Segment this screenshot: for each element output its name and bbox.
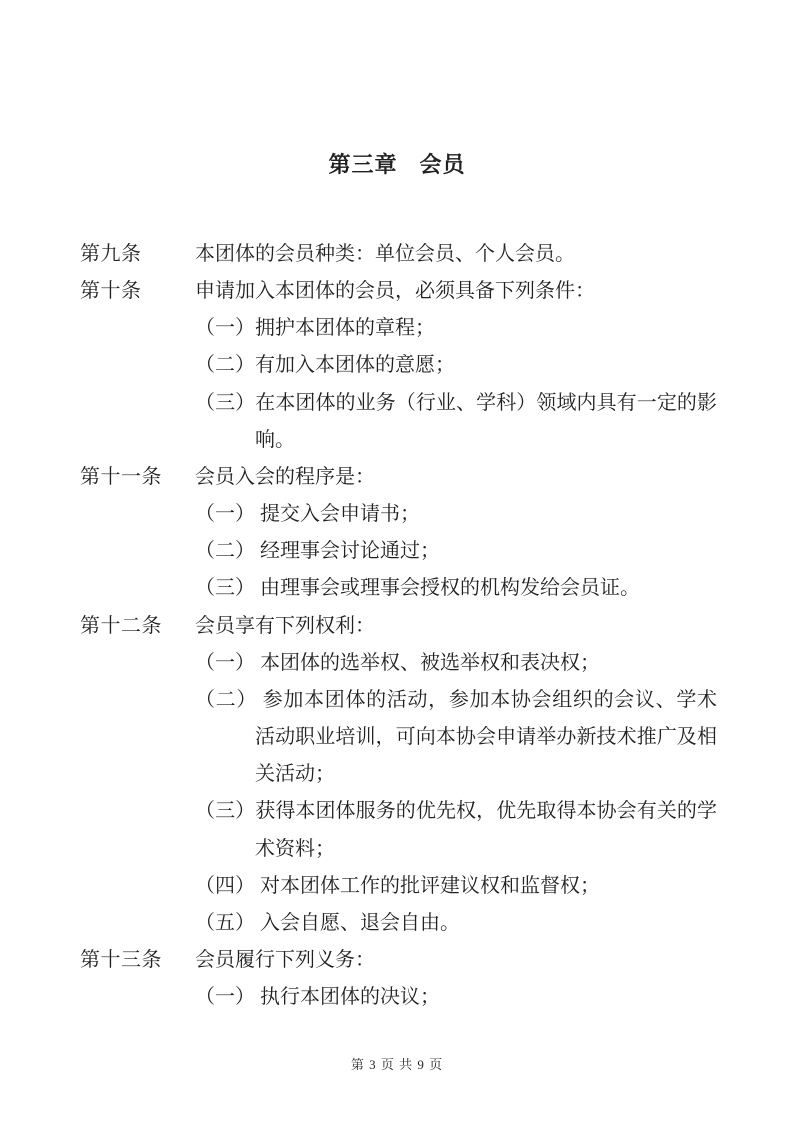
article-row <box>80 459 717 496</box>
article-label: 第十三条 <box>80 948 162 971</box>
article-item: （三） 由理事会或理事会授权的机构发给会员证。 <box>195 577 640 600</box>
article-row <box>80 236 717 273</box>
article-text: 会员入会的程序是： <box>195 465 375 488</box>
article-item: （一） 本团体的选举权、被选举权和表决权； <box>195 651 600 674</box>
article-text: 申请加入本团体的会员，必须具备下列条件： <box>195 280 595 303</box>
article-item: （三）在本团体的业务（行业、学科）领域内具有一定的影响。 <box>195 391 717 451</box>
article-row <box>80 273 717 310</box>
article-item: （一） 执行本团体的决议； <box>195 986 440 1009</box>
article-item: （一） 提交入会申请书； <box>195 503 420 526</box>
chapter-number: 第三章 <box>328 152 398 177</box>
document-body <box>80 236 717 1016</box>
article-item: （一）拥护本团体的章程； <box>195 317 435 340</box>
article-item: （三）获得本团体服务的优先权，优先取得本协会有关的学术资料； <box>195 800 717 860</box>
article-text: 会员履行下列义务： <box>195 948 375 971</box>
article-label: 第十条 <box>80 280 142 303</box>
article-text: 本团体的会员种类：单位会员、个人会员。 <box>195 243 575 265</box>
article-label: 第九条 <box>80 243 142 265</box>
article-item: （二） 经理事会讨论通过； <box>195 540 440 563</box>
article-label: 第十二条 <box>80 614 162 637</box>
chapter-title-text: 会员 <box>419 152 466 177</box>
article-item: （四） 对本团体工作的批评建议权和监督权； <box>195 874 600 897</box>
article-row <box>80 942 717 979</box>
article-text: 会员享有下列权利： <box>195 614 375 637</box>
article-label: 第十一条 <box>80 465 162 488</box>
article-item: （二） 参加本团体的活动，参加本协会组织的会议、学术活动职业培训，可向本协会申请举办新技术推广及相关活动； <box>195 688 717 786</box>
article-row <box>80 608 717 645</box>
page-number: 第 3 页 共 9 页 <box>350 1057 444 1072</box>
chapter-heading <box>0 146 794 183</box>
article-item: （五） 入会自愿、退会自由。 <box>195 911 460 934</box>
page-footer <box>0 1056 794 1074</box>
article-item: （二）有加入本团体的意愿； <box>195 354 455 377</box>
